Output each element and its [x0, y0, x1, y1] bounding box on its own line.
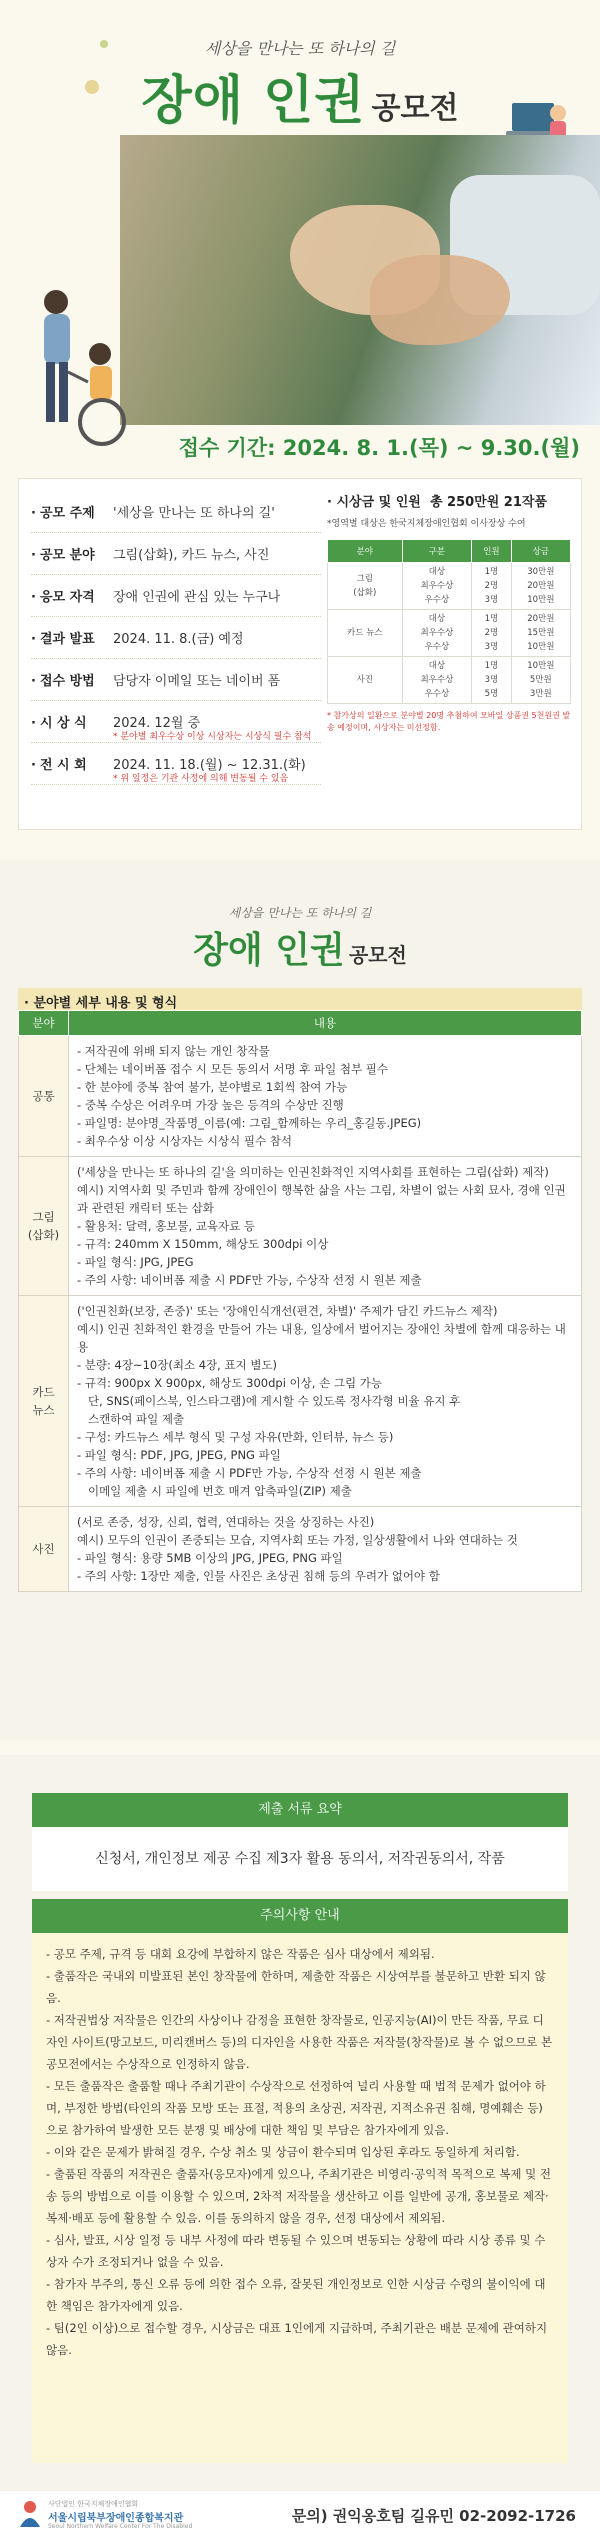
- info-row: [31, 575, 321, 617]
- detail-header-cell: 내용: [69, 1011, 582, 1036]
- detail-content: [69, 1157, 582, 1296]
- detail-line: - 분량: 4장~10장(최소 4장, 표지 별도): [77, 1358, 278, 1372]
- detail-row: [19, 1507, 582, 1592]
- detail-title-sub: 공모전: [348, 943, 407, 967]
- prize-cell-grades: 대상 최우수상 우수상: [402, 610, 472, 657]
- detail-content: [69, 1507, 582, 1592]
- notice-item: - 심사, 발표, 시상 일정 등 내부 사정에 따라 변동될 수 있으며 변동되는 상황에 따라 시상 종류 및 수상자 수가 조정되거나 없을 수 있음.: [46, 2233, 546, 2269]
- hero-section: [0, 0, 600, 465]
- detail-line: ('인권친화(보장, 존중)' 또는 '장애인식개선(편견, 차별)' 주제가 담긴 카드뉴스 제작): [77, 1304, 498, 1318]
- summary-body: 신청서, 개인정보 제공 수집 제3자 활용 동의서, 저작권동의서, 작품: [32, 1827, 568, 1891]
- info-list: [31, 491, 321, 785]
- notice-heading: 주의사항 안내: [32, 1899, 568, 1933]
- prize-cell-grades: 대상 최우수상 우수상: [402, 563, 472, 610]
- detail-subtitle: 세상을 만나는 또 하나의 길: [228, 906, 372, 920]
- detail-line: ('세상을 만나는 또 하나의 길'을 의미하는 인권친화적인 지역사회를 표현하는 그림(삽화) 제작): [77, 1165, 549, 1179]
- detail-section-heading: · 분야별 세부 내용 및 형식: [18, 988, 582, 1015]
- application-period: [179, 432, 580, 462]
- prize-cell-money: 20만원 15만원 10만원: [511, 610, 570, 657]
- prize-subnote: *영역별 대상은 한국지체장애인협회 이사장상 수여: [327, 519, 526, 529]
- holding-hands-photo: [120, 135, 600, 425]
- info-note: * 위 일정은 기관 사정에 의해 변동될 수 있음: [113, 774, 289, 784]
- info-value: 2024. 11. 18.(월) ~ 12.31.(화): [113, 758, 306, 773]
- prize-cell-grades: 대상 최우수상 우수상: [402, 657, 472, 704]
- prize-table: [327, 539, 571, 704]
- info-key: · 접수 방법: [31, 670, 113, 689]
- prize-panel: [327, 491, 571, 734]
- prize-cell-people: 1명 3명 5명: [472, 657, 511, 704]
- prize-footnote: * 참가상의 일환으로 분야별 20명 추첨하여 모바일 상품권 5천원권 발송 예정이며, 시상자는 미선정함.: [327, 711, 571, 732]
- prize-cell-people: 1명 2명 3명: [472, 563, 511, 610]
- info-row: [31, 659, 321, 701]
- wheelchair-people-illustration-icon: [28, 282, 138, 452]
- detail-row: [19, 1036, 582, 1157]
- detail-line: - 파일 형식: JPG, JPEG: [77, 1255, 194, 1269]
- detail-title: [0, 922, 600, 973]
- prize-cell-cat: 그림 (삽화): [328, 563, 403, 610]
- detail-line: 단, SNS(페이스북, 인스타그램)에 게시할 수 있도록 정사각형 비율 유지 후: [77, 1394, 461, 1408]
- detail-row: [19, 1296, 582, 1507]
- detail-category: 카드 뉴스: [19, 1296, 69, 1507]
- detail-category: 사진: [19, 1507, 69, 1592]
- org-parent: 사단법인 한국지체장애인협회: [48, 2500, 139, 2508]
- info-value: '세상을 만나는 또 하나의 길': [113, 506, 275, 521]
- info-key: · 결과 발표: [31, 628, 113, 647]
- org-english: Seoul Northern Welfare Center For The Disabled: [48, 2523, 193, 2530]
- hero-title-main: 장애 인권: [141, 71, 366, 131]
- detail-line: - 활용처: 달력, 홍보물, 교육자료 등: [77, 1219, 256, 1233]
- detail-line: - 한 분야에 중복 참여 불가, 분야별로 1회씩 참여 가능: [77, 1080, 348, 1094]
- notice-item: - 참가자 부주의, 통신 오류 등에 의한 접수 오류, 잘못된 개인정보로 인한 시상금 수령의 불이익에 대한 책임은 참가자에게 있음.: [46, 2277, 546, 2313]
- prize-label: 시상금 및 인원: [336, 495, 421, 510]
- detail-line: - 파일 형식: PDF, JPG, JPEG, PNG 파일: [77, 1448, 281, 1462]
- info-key: · 응모 자격: [31, 586, 113, 605]
- detail-line: 예시) 지역사회 및 주민과 함께 장애인이 행복한 삶을 사는 그림, 차별이 없는 사회 묘사, 경애 인권과 관련된 캐릭터 또는 삽화: [77, 1183, 566, 1215]
- info-row: [31, 701, 321, 743]
- detail-line: - 파일 형식: 용량 5MB 이상의 JPG, JPEG, PNG 파일: [77, 1551, 343, 1565]
- info-value: 2024. 11. 8.(금) 예정: [113, 632, 244, 647]
- detail-line: - 파일명: 분야명_작품명_이름(예: 그림_함께하는 우리_홍길동.JPEG): [77, 1116, 422, 1130]
- prize-cell-people: 1명 2명 3명: [472, 610, 511, 657]
- info-row: [31, 491, 321, 533]
- summary-heading: 제출 서류 요약: [32, 1793, 568, 1827]
- detail-line: - 중복 수상은 어려우며 가장 높은 등격의 수상만 진행: [77, 1098, 344, 1112]
- notice-item: - 출품된 작품의 저작권은 출품자(응모자)에게 있으나, 주최기관은 비영리·공익적 목적으로 복제 및 전송 등의 방법으로 이를 이용할 수 있으며, 2차적 저작물을 생산하고 이를 일반에 공개, 홍보물로 제작·복제·배포 등에 활용할 수 있음. 이를 동의하지 않을 경우, 선정 대상에서 제외됨.: [46, 2167, 551, 2225]
- detail-section: [0, 860, 600, 1740]
- detail-line: - 주의 사항: 네이버폼 제출 시 PDF만 가능, 수상작 선정 시 원본 제출: [77, 1466, 422, 1480]
- detail-line: - 최우수상 이상 시상자는 시상식 필수 참석: [77, 1134, 292, 1148]
- info-box: [18, 478, 582, 830]
- prize-row: [328, 610, 571, 657]
- prize-heading: · 시상금 및 인원 총 250만원 21작품: [327, 495, 548, 510]
- info-value: 2024. 12월 중: [113, 716, 201, 731]
- prize-header-cell: 분야: [328, 540, 403, 563]
- hero-title-sub: 공모전: [371, 91, 459, 126]
- notice-item: - 이와 같은 문제가 밝혀질 경우, 수상 취소 및 상금이 환수되며 입상된 후라도 동일하게 처리함.: [46, 2145, 520, 2159]
- detail-line: - 구성: 카드뉴스 세부 형식 및 구성 자유(만화, 인터뷰, 뉴스 등): [77, 1430, 394, 1444]
- prize-cell-cat: 카드 뉴스: [328, 610, 403, 657]
- detail-row: [19, 1157, 582, 1296]
- info-note: * 분야별 최우수상 이상 시상자는 시상식 필수 참석: [113, 732, 312, 742]
- info-value: 그림(삽화), 카드 뉴스, 사진: [113, 548, 270, 563]
- detail-line: 예시) 인권 친화적인 환경을 만들어 가는 내용, 일상에서 벌어지는 장애인 차별에 함께 대응하는 내용: [77, 1322, 566, 1354]
- detail-title-main: 장애 인권: [193, 930, 345, 971]
- prize-value: 총 250만원 21작품: [429, 495, 548, 510]
- detail-header-cell: 분야: [19, 1011, 69, 1036]
- prize-header-cell: 상금: [511, 540, 570, 563]
- period-dates: 2024. 8. 1.(목) ~ 9.30.(월): [282, 436, 580, 460]
- period-label: 접수 기간:: [178, 436, 276, 460]
- prize-row: [328, 657, 571, 704]
- detail-content: [69, 1036, 582, 1157]
- notice-item: - 모든 출품작은 출품할 때나 주최기관이 수상작으로 선정하여 널리 사용할 때 법적 문제가 없어야 하며, 부정한 방법(타인의 작품 모방 또는 표절, 적용의 초상권, 저작권, 지적소유권 침해, 명예훼손 등)으로 참가하여 발생한 모든 분쟁 및 배상에 대한 책임 및 부담은 참가자에게 있음.: [46, 2079, 546, 2137]
- prize-cell-money: 30만원 20만원 10만원: [511, 563, 570, 610]
- notice-body: [32, 1933, 568, 2463]
- info-key: · 공모 분야: [31, 544, 113, 563]
- info-row: [31, 533, 321, 575]
- footer: [0, 2490, 600, 2538]
- welfare-center-logo-icon: [18, 2499, 42, 2529]
- detail-line: 스캔하여 파일 제출: [77, 1412, 185, 1426]
- notice-item: - 저작권법상 저작물은 인간의 사상이나 감정을 표현한 창작물로, 인공지능(AI)이 만든 작품, 무료 디자인 사이트(망고보드, 미리캔버스 등)의 디자인을 사용한 작품은 저작물(창작물)로 볼 수 없으므로 본 공모전에서는 수상작으로 인정하지 않음.: [46, 2013, 553, 2071]
- info-row: [31, 743, 321, 785]
- detail-table: [18, 1010, 582, 1592]
- detail-line: - 단체는 네이버폼 접수 시 모든 동의서 서명 후 파일 첨부 필수: [77, 1062, 388, 1076]
- detail-content: [69, 1296, 582, 1507]
- info-value: 장애 인권에 관심 있는 누구나: [113, 590, 281, 605]
- contact-info: 문의) 권익옹호팀 길유민 02-2092-1726: [291, 2507, 576, 2525]
- detail-line: - 저작권에 위배 되지 않는 개인 창작물: [77, 1044, 270, 1058]
- notice-item: - 공모 주제, 규격 등 대회 요강에 부합하지 않은 작품은 심사 대상에서 제외됨.: [46, 1947, 435, 1961]
- info-key: · 시 상 식: [31, 712, 113, 731]
- notice-section: [0, 1755, 600, 2538]
- org-name: 서울시립북부장애인종합복지관: [48, 2513, 184, 2524]
- detail-line: 예시) 모두의 인권이 존중되는 모습, 지역사회 또는 가정, 일상생활에서 나와 연대하는 것: [77, 1533, 518, 1547]
- prize-header-cell: 인원: [472, 540, 511, 563]
- info-value: 담당자 이메일 또는 네이버 폼: [113, 674, 281, 689]
- info-row: [31, 617, 321, 659]
- detail-category: 그림 (삽화): [19, 1157, 69, 1296]
- prize-cell-cat: 사진: [328, 657, 403, 704]
- detail-category: 공통: [19, 1036, 69, 1157]
- info-key: · 공모 주제: [31, 502, 113, 521]
- detail-line: - 규격: 240mm X 150mm, 해상도 300dpi 이상: [77, 1237, 329, 1251]
- prize-header-cell: 구분: [402, 540, 472, 563]
- notice-item: - 팀(2인 이상)으로 접수할 경우, 시상금은 대표 1인에게 지급하며, 주최기관은 배분 문제에 관여하지 않음.: [46, 2321, 548, 2357]
- detail-line: 이메일 제출 시 파일에 번호 매겨 압축파일(ZIP) 제출: [77, 1484, 352, 1498]
- detail-line: - 주의 사항: 네이버폼 제출 시 PDF만 가능, 수상작 선정 시 원본 제출: [77, 1273, 422, 1287]
- prize-cell-money: 10만원 5만원 3만원: [511, 657, 570, 704]
- hero-subtitle: 세상을 만나는 또 하나의 길: [204, 39, 396, 58]
- detail-line: (서로 존중, 성장, 신뢰, 협력, 연대하는 것을 상징하는 사진): [77, 1515, 375, 1529]
- info-key: · 전 시 회: [31, 754, 113, 773]
- detail-line: - 주의 사항: 1장만 제출, 인물 사진은 초상권 침해 등의 우려가 없어야 함: [77, 1569, 440, 1583]
- detail-line: - 규격: 900px X 900px, 해상도 300dpi 이상, 손 그림 가능: [77, 1376, 382, 1390]
- notice-item: - 출품작은 국내외 미발표된 본인 창작물에 한하며, 제출한 작품은 시상여부를 불문하고 반환 되지 않음.: [46, 1969, 546, 2005]
- prize-row: [328, 563, 571, 610]
